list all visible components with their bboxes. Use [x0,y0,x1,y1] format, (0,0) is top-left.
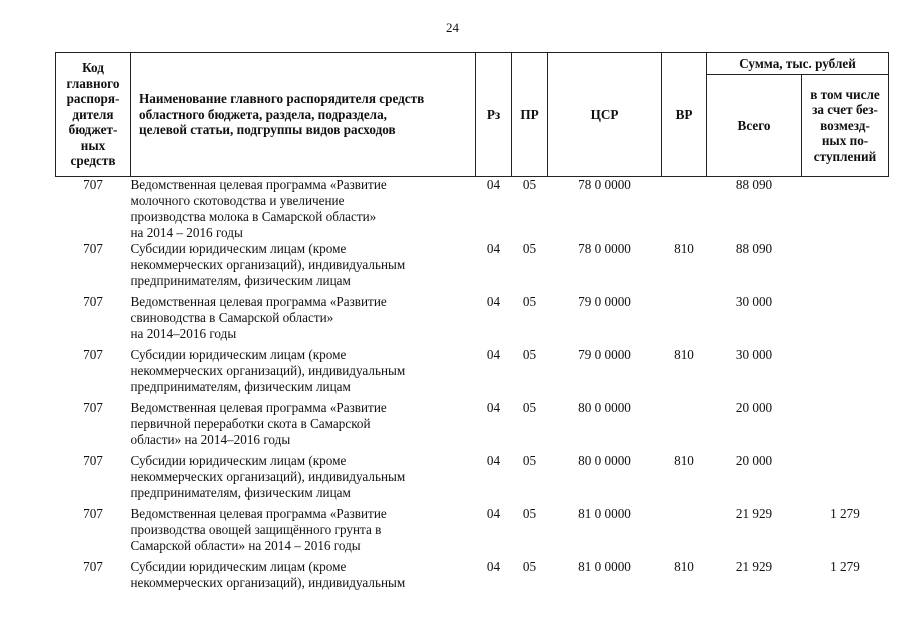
cell-name-line: некоммерческих организаций), индивидуальным [130,575,406,590]
cell-code: 707 [83,559,103,574]
cell-name-line: предпринимателям, физическим лицам [130,379,351,394]
cell-csr: 78 0 0000 [578,241,631,256]
cell-csr: 80 0 0000 [578,400,631,415]
cell-name [131,294,476,347]
header-rz: Рз [476,53,512,177]
cell-vr [662,506,707,559]
header-incl-line: ступлений [813,148,877,164]
cell-incl [802,177,889,242]
header-code-line: дителя [72,106,114,122]
header-incl-line: за счет без- [812,102,878,118]
table-row [56,453,889,506]
cell-name [131,506,476,559]
cell-vr: 810 [674,241,694,256]
page-number: 24 [446,20,459,35]
cell-vr: 810 [674,453,694,468]
header-name-line: целевой статьи, подгруппы видов расходов [139,122,396,138]
cell-rz: 04 [486,177,501,192]
cell-csr: 79 0 0000 [578,294,631,309]
table-row [56,400,889,453]
cell-vr: 810 [674,559,694,574]
cell-pr: 05 [522,241,537,256]
header-code-line: распоря- [66,91,120,107]
header-name-line: Наименование главного распорядителя средств [139,91,425,107]
cell-rz: 04 [486,506,501,521]
cell-rz: 04 [486,241,501,256]
cell-name-line: свиноводства в Самарской области» [130,310,334,325]
cell-name-line: Самарской области» на 2014 – 2016 годы [130,538,361,553]
cell-name [131,241,476,294]
cell-pr: 05 [522,506,537,521]
cell-code: 707 [83,453,103,468]
cell-incl: 1 279 [830,506,860,521]
cell-rz: 04 [486,453,501,468]
cell-pr: 05 [522,453,537,468]
cell-name-line: предпринимателям, физическим лицам [130,273,351,288]
header-incl-line: ных по- [821,133,869,149]
header-total: Всего [707,75,802,177]
header-name-line: областного бюджета, раздела, подраздела, [139,106,387,122]
cell-name-line: некоммерческих организаций), индивидуальным [130,469,406,484]
cell-name-line: Субсидии юридическим лицам (кроме [130,241,347,256]
cell-rz: 04 [486,294,501,309]
cell-total: 30 000 [735,294,773,309]
header-code-line: ных [80,137,106,153]
cell-csr: 80 0 0000 [578,453,631,468]
cell-name-line: производства овощей защищённого грунта в [130,522,382,537]
cell-code: 707 [83,400,103,415]
cell-total: 20 000 [735,400,773,415]
table-row [56,241,889,294]
cell-name-line: Субсидии юридическим лицам (кроме [130,453,347,468]
cell-pr: 05 [522,294,537,309]
header-code-line: бюджет- [68,122,118,138]
cell-total: 88 090 [735,177,773,192]
header-code [56,53,131,177]
cell-csr: 81 0 0000 [578,506,631,521]
header-vr: ВР [662,53,707,177]
header-sum: Сумма, тыс. рублей [707,53,889,75]
cell-name-line: на 2014–2016 годы [130,326,237,341]
cell-rz: 04 [486,347,501,362]
cell-name [131,559,476,612]
table-row [56,506,889,559]
cell-pr: 05 [522,177,537,192]
cell-code: 707 [83,294,103,309]
cell-total: 20 000 [735,453,773,468]
cell-incl [802,347,889,400]
cell-code: 707 [83,241,103,256]
cell-rz: 04 [486,400,501,415]
cell-total: 88 090 [735,241,773,256]
cell-pr: 05 [522,400,537,415]
cell-code: 707 [83,177,103,192]
cell-name [131,453,476,506]
cell-name-line: Субсидии юридическим лицам (кроме [130,347,347,362]
header-pr: ПР [512,53,548,177]
cell-name-line: предпринимателям, физическим лицам [130,485,351,500]
cell-name-line: области» на 2014–2016 годы [130,432,291,447]
cell-vr [662,400,707,453]
cell-name-line: первичной переработки скота в Самарской [130,416,371,431]
cell-name [131,347,476,400]
cell-incl [802,294,889,347]
cell-name-line: Ведомственная целевая программа «Развитие [130,294,387,309]
cell-vr: 810 [674,347,694,362]
cell-name-line: производства молока в Самарской области» [130,209,377,224]
cell-name-line: Ведомственная целевая программа «Развитие [130,506,387,521]
cell-name-line: некоммерческих организаций), индивидуальным [130,257,406,272]
header-csr: ЦСР [548,53,662,177]
cell-name-line: Субсидии юридическим лицам (кроме [130,559,347,574]
table-row [56,294,889,347]
budget-table [55,52,889,612]
cell-name-line: на 2014 – 2016 годы [130,225,243,240]
cell-csr: 81 0 0000 [578,559,631,574]
cell-csr: 78 0 0000 [578,177,631,192]
cell-incl [802,400,889,453]
header-code-line: главного [66,75,120,91]
cell-pr: 05 [522,347,537,362]
cell-csr: 79 0 0000 [578,347,631,362]
cell-incl [802,453,889,506]
header-name [131,53,476,177]
cell-vr [662,294,707,347]
cell-pr: 05 [522,559,537,574]
cell-incl [802,241,889,294]
cell-name [131,400,476,453]
cell-incl: 1 279 [830,559,860,574]
cell-name [131,177,476,242]
table-row [56,177,889,242]
cell-name-line: некоммерческих организаций), индивидуальным [130,363,406,378]
header-code-line: средств [70,153,116,169]
header-incl-line: в том числе [810,86,880,102]
cell-name-line: Ведомственная целевая программа «Развитие [130,177,387,192]
header-incl-line: возмезд- [820,117,870,133]
header-incl [802,75,889,177]
cell-total: 21 929 [735,559,773,574]
cell-rz: 04 [486,559,501,574]
table-row [56,559,889,612]
cell-total: 30 000 [735,347,773,362]
cell-code: 707 [83,347,103,362]
header-code-line: Код [82,60,104,76]
cell-vr [662,177,707,242]
cell-name-line: Ведомственная целевая программа «Развитие [130,400,387,415]
cell-code: 707 [83,506,103,521]
table-row [56,347,889,400]
cell-total: 21 929 [735,506,773,521]
cell-name-line: молочного скотоводства и увеличение [130,193,345,208]
